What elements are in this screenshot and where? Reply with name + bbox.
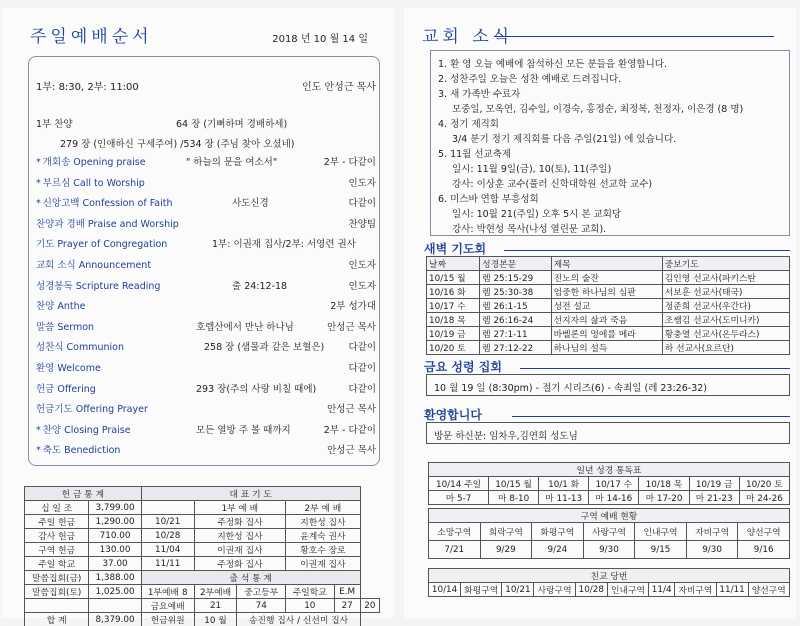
- bible-day: 10/1 화: [539, 477, 589, 491]
- bible-read: 마 11-13: [539, 491, 589, 505]
- bible-read: 마 8-10: [489, 491, 539, 505]
- order-item-name: [36, 381, 96, 395]
- attendance-col: 주일학교: [286, 585, 335, 599]
- order-item-leader: 찬양팀: [348, 218, 376, 230]
- offering-value: 710.00: [89, 529, 141, 543]
- offering-label: 주일 헌금: [25, 515, 89, 529]
- prayer-date: 11/11: [141, 557, 194, 571]
- bible-day: 10/17 수: [589, 477, 639, 491]
- dawn-cell: 선지자의 삶과 죽음: [551, 313, 662, 327]
- fellow-cell: 11/4: [649, 583, 675, 597]
- order-item-detail: 258 장 (샘물과 같은 보혈은): [204, 342, 325, 354]
- order-item-name: [36, 216, 179, 230]
- news-item: 모중일, 모옥연, 김수일, 이경숙, 홍정순, 최정복, 천정자, 이은경 (8 명): [452, 104, 744, 115]
- order-item-detail: 293 장(주의 사랑 비칠 때에): [196, 383, 317, 395]
- fellow-title: 친교 당번: [429, 569, 790, 583]
- dawn-cell: 렘 27:1-11: [480, 327, 551, 341]
- attendance-col: 중고등부: [237, 585, 286, 599]
- bible-read: 마 24-26: [739, 491, 789, 505]
- order-item-name: [36, 236, 167, 250]
- order-item: [36, 216, 376, 230]
- order-item: [36, 195, 376, 209]
- news-item: 4. 정기 제직회: [438, 119, 499, 130]
- dawn-cell: 엄중한 하나님의 심판: [551, 285, 662, 299]
- offering-value: 37.00: [89, 557, 141, 571]
- order-item-leader: 인도자: [348, 260, 376, 271]
- dawn-cell: 바벨론의 멍에를 메라: [551, 327, 662, 341]
- fellow-cell: 10/28: [575, 583, 607, 597]
- hymn-2: 279 장 (인애하신 구세주여) /534 장 (주님 찾아 오셨네): [60, 139, 295, 150]
- bible-day: 10/19 금: [689, 477, 739, 491]
- bible-read: 마 14-16: [589, 491, 639, 505]
- region-date: 9/16: [738, 541, 790, 559]
- bible-read: 마 5-7: [429, 491, 489, 505]
- hymn-1: 64 장 (기뻐하며 경배하세): [176, 119, 288, 130]
- order-item-leader: 2부 성가대: [330, 301, 376, 313]
- attendance-val: 74: [237, 599, 286, 613]
- news-item: 3/4 분기 정기 제직회를 다음 주일(21일) 에 있습니다.: [452, 134, 677, 145]
- news-item: 강사: 박현성 목사(나성 열린문 교회).: [452, 224, 607, 235]
- news-item: 일시: 10월 21(주일) 오후 5시 본 교회당: [452, 209, 622, 220]
- news-title: 교회 소식: [422, 27, 514, 47]
- order-item-label: 성찬식 Communion: [36, 342, 125, 354]
- prayer-name: 지한성 집사: [286, 515, 361, 529]
- dawn-col: 제목: [551, 257, 662, 271]
- dawn-cell: 10/18 목: [427, 313, 480, 327]
- fellow-cell: 11/11: [716, 583, 748, 597]
- attendance-row-label: 금요예배: [141, 599, 194, 613]
- order-item: [36, 257, 376, 271]
- offering-label: 감사 헌금: [25, 529, 89, 543]
- order-item-label: 찬양 Anthe: [36, 301, 86, 313]
- bible-day: 10/15 월: [489, 477, 539, 491]
- news-item: 3. 새 가족반 수료자: [438, 89, 521, 100]
- order-item-leader: 안성근 목사: [327, 404, 376, 416]
- order-item-label: 축도 Benediction: [42, 445, 121, 457]
- prayer-name: 이권재 집사: [286, 557, 361, 571]
- prayer-date: 10/21: [141, 515, 194, 529]
- dawn-col: 성경본문: [480, 257, 551, 271]
- news-item: 6. 미스바 연합 부흥성회: [438, 194, 539, 205]
- order-item-label: 부르심 Call to Worship: [42, 177, 145, 189]
- bible-day: 10/20 토: [739, 477, 789, 491]
- attendance-header: 출 석 통 계: [141, 571, 360, 585]
- asterisk-mark: *: [36, 198, 41, 210]
- order-item-detail: 사도신경: [232, 198, 269, 210]
- total-value: 8,379.00: [89, 613, 141, 626]
- hymn-row: [36, 116, 376, 130]
- offering-label: 십 일 조: [25, 501, 89, 515]
- order-item-leader: 안성근 목사: [327, 321, 376, 333]
- order-item: [36, 422, 376, 436]
- bible-reading-table: [428, 462, 790, 505]
- offering-value: 1,388.00: [89, 571, 141, 585]
- dawn-cell: 10/15 월: [427, 271, 480, 285]
- region-worship-table: [428, 508, 790, 559]
- prayer-date: 10/28: [141, 529, 194, 543]
- prayer-name: 주정화 집사: [194, 557, 285, 571]
- region-date: 9/15: [635, 541, 687, 559]
- total-label: 합 계: [25, 613, 89, 626]
- friday-text: 10 월 19 일 (8:30pm) - 절기 시리즈(6) - 속죄일 (레 23:26-32): [434, 383, 707, 394]
- dawn-cell: 서보훈 선교사(태국): [662, 285, 789, 299]
- order-item-detail: 출 24:12-18: [232, 280, 288, 292]
- order-item: [36, 298, 376, 312]
- title-rule: [494, 36, 774, 37]
- fellow-cell: 인내구역: [607, 583, 648, 597]
- order-item-label: 헌금기도 Offering Prayer: [36, 404, 148, 416]
- order-item-name: [36, 257, 151, 271]
- news-item: 2. 성찬주일 오늘은 성찬 예배로 드려집니다.: [438, 74, 622, 85]
- attendance-col: 2부예배: [194, 585, 237, 599]
- offering-value: 1,025.00: [89, 585, 141, 599]
- prayer-name: 황호수 장로: [286, 543, 361, 557]
- order-item-label: 헌금 Offering: [36, 383, 96, 395]
- attendance-col: 1부예배 8: [141, 585, 194, 599]
- order-item-name: [36, 319, 94, 333]
- order-item-detail: 호렙산에서 만난 하나님: [196, 321, 294, 333]
- order-item: [36, 360, 376, 374]
- prayer-name: 이권재 집사: [194, 543, 285, 557]
- offering-label: 말씀집회(토): [25, 585, 89, 599]
- dawn-cell: 하 선교사(요르단): [662, 341, 789, 355]
- region-date: 9/30: [686, 541, 738, 559]
- dawn-cell: 렘 25:30-38: [480, 285, 551, 299]
- order-item-leader: 인도자: [348, 177, 376, 189]
- attendance-val: 10: [286, 599, 335, 613]
- order-item: [36, 154, 376, 168]
- fellow-cell: 자비구역: [675, 583, 716, 597]
- fellow-cell: 화평구역: [461, 583, 502, 597]
- fellow-cell: 10/21: [502, 583, 534, 597]
- prayer-name: 주정화 집사: [194, 515, 285, 529]
- order-item-label: 찬양과 경배 Praise and Worship: [36, 218, 179, 230]
- order-item-leader: 다같이: [348, 363, 376, 374]
- dawn-cell: 렘 27:12-22: [480, 341, 551, 355]
- prayer-name: 윤계숙 권사: [286, 529, 361, 543]
- region-name: 소망구역: [429, 523, 481, 541]
- order-item: [36, 381, 376, 395]
- welcome-title: 환영합니다: [424, 408, 482, 422]
- offering-prayer-table: [24, 486, 380, 626]
- dawn-rule: [504, 250, 790, 251]
- order-item: [36, 339, 376, 353]
- dawn-cell: 렘 26:16-24: [480, 313, 551, 327]
- order-item-leader: 다같이: [348, 383, 376, 395]
- bible-title: 일년 성경 통독표: [429, 463, 790, 477]
- order-item-detail: 모든 열방 주 볼 때까지: [196, 424, 291, 436]
- dawn-cell: 10/17 수: [427, 299, 480, 313]
- region-name: 자비구역: [686, 523, 738, 541]
- order-item-name: [36, 360, 101, 374]
- region-date: 9/24: [532, 541, 584, 559]
- service-times: 1부: 8:30, 2부: 11:00: [36, 82, 139, 93]
- order-item-label: 환영 Welcome: [36, 363, 101, 374]
- usher-names: 송진행 집사 / 신선미 집사: [237, 613, 360, 626]
- usher-month: 10 월: [194, 613, 237, 626]
- news-item: 일시: 11월 9일(금), 10(토), 11(주일): [452, 164, 612, 175]
- prayer-col-1: 1부 예 배: [194, 501, 285, 515]
- order-item-name: [36, 339, 124, 353]
- dawn-cell: 정준희 선교사(우간다): [662, 299, 789, 313]
- order-item-label: 개회송 Opening praise: [42, 157, 146, 168]
- order-item-label: 교회 소식 Announcement: [36, 260, 152, 271]
- friday-rule: [520, 368, 790, 369]
- dawn-cell: 10/20 토: [427, 341, 480, 355]
- order-item-name: [36, 278, 160, 292]
- offering-value: 130.00: [89, 543, 141, 557]
- friday-title: 금요 성령 집회: [424, 360, 502, 374]
- dawn-cell: 조쌤김 선교사(도미니카): [662, 313, 789, 327]
- dawn-prayer-table: [426, 256, 790, 355]
- region-name: 양선구역: [738, 523, 790, 541]
- order-item-label: 말씀 Sermon: [36, 321, 95, 333]
- region-name: 인내구역: [635, 523, 687, 541]
- usher-label: 헌금위원: [141, 613, 194, 626]
- region-name: 희락구역: [480, 523, 532, 541]
- order-item-name: [36, 442, 120, 456]
- asterisk-mark: *: [36, 424, 41, 436]
- fellow-cell: 10/14: [429, 583, 461, 597]
- asterisk-mark: *: [36, 177, 41, 189]
- welcome-rule: [512, 416, 790, 417]
- dawn-cell: 성전 설교: [551, 299, 662, 313]
- attendance-val: 27: [334, 599, 360, 613]
- order-item-label: 성경봉독 Scripture Reading: [36, 280, 161, 292]
- order-item: [36, 319, 376, 333]
- region-name: 화평구역: [532, 523, 584, 541]
- dawn-cell: 렘 25:15-29: [480, 271, 551, 285]
- service-times-row: [36, 78, 376, 93]
- bible-read: 마 21-23: [689, 491, 739, 505]
- order-item-name: [36, 154, 146, 168]
- offering-label: 말씀집회(금): [25, 571, 89, 585]
- asterisk-mark: *: [36, 445, 41, 457]
- order-item-leader: 다같이: [348, 342, 376, 354]
- order-item-leader: 2부 - 다같이: [323, 424, 376, 436]
- dawn-cell: 황충열 선교사(온두라스): [662, 327, 789, 341]
- region-title: 구역 예배 현황: [429, 509, 790, 523]
- order-item-detail: " 하늘의 문을 여소서": [186, 157, 278, 168]
- order-item-leader: 다같이: [348, 198, 376, 210]
- fellow-cell: 사랑구역: [534, 583, 575, 597]
- order-item-label: 찬양 Closing Praise: [42, 424, 131, 436]
- welcome-text: 방문 하신분: 임차우,김연희 성도님: [434, 431, 578, 442]
- order-item-name: [36, 422, 131, 436]
- order-item-name: [36, 298, 85, 312]
- prayer-header: 대 표 기 도: [141, 487, 360, 501]
- prayer-name: 지한성 집사: [194, 529, 285, 543]
- dawn-col: 날짜: [427, 257, 480, 271]
- news-item: 5. 11월 선교축제: [438, 149, 512, 160]
- order-item: [36, 175, 376, 189]
- region-date: 9/30: [583, 541, 635, 559]
- attendance-val: 20: [360, 599, 379, 613]
- order-item-label: 신앙고백 Confession of Faith: [42, 198, 173, 210]
- order-item: [36, 278, 376, 292]
- attendance-val: 8: [181, 588, 188, 598]
- attendance-col: E.M: [334, 585, 360, 599]
- bible-day: 10/14 주일: [429, 477, 489, 491]
- order-item-leader: 인도자: [348, 280, 376, 292]
- offering-header: 헌 금 통 계: [25, 487, 142, 501]
- offering-label: 구역 헌금: [25, 543, 89, 557]
- order-item: [36, 236, 376, 250]
- news-item: 1. 환 영 오늘 예배에 참석하신 모든 분들을 환영합니다.: [438, 59, 667, 70]
- prayer-col-2: 2부 예 배: [286, 501, 361, 515]
- bulletin-date: 2018 년 10 월 14 일: [272, 34, 368, 45]
- bible-day: 10/18 목: [639, 477, 689, 491]
- offering-value: 3,799.00: [89, 501, 141, 515]
- order-item-name: [36, 401, 148, 415]
- offering-value: 1,290.00: [89, 515, 141, 529]
- order-item-label: 기도 Prayer of Congregation: [36, 239, 168, 251]
- order-item-leader: 2부 - 다같이: [323, 157, 376, 168]
- dawn-col: 중보기도: [662, 257, 789, 271]
- region-date: 9/29: [480, 541, 532, 559]
- dawn-cell: 10/19 금: [427, 327, 480, 341]
- order-item-name: [36, 195, 173, 209]
- dawn-cell: 렘 26:1-15: [480, 299, 551, 313]
- order-item: [36, 401, 376, 415]
- worship-order-title: 주일예배순서: [30, 27, 153, 47]
- dawn-cell: 진노의 술잔: [551, 271, 662, 285]
- bible-read: 마 17-20: [639, 491, 689, 505]
- fellowship-duty-table: [428, 568, 790, 597]
- order-item-detail: 1부: 이권재 집사/2부: 서영련 권사: [212, 239, 356, 251]
- attendance-val: 21: [194, 599, 237, 613]
- hymn-label: 1부 찬양: [36, 119, 73, 130]
- region-date: 7/21: [429, 541, 481, 559]
- region-name: 사랑구역: [583, 523, 635, 541]
- order-item: [36, 442, 376, 456]
- dawn-cell: 하나님의 설득: [551, 341, 662, 355]
- offering-label: 주일 학교: [25, 557, 89, 571]
- news-item: 강사: 이상훈 교수(풀러 신학대학원 선교학 교수): [452, 179, 653, 190]
- dawn-cell: 10/16 화: [427, 285, 480, 299]
- asterisk-mark: *: [36, 157, 41, 168]
- left-page: [2, 8, 394, 626]
- prayer-date: 11/04: [141, 543, 194, 557]
- order-item-name: [36, 175, 145, 189]
- dawn-prayer-title: 새벽 기도회: [424, 242, 487, 256]
- right-page: [404, 8, 796, 618]
- service-leader: 인도 안성근 목사: [302, 82, 376, 93]
- order-item-leader: 안성근 목사: [327, 445, 376, 457]
- dawn-cell: 김인영 선교사(파키스탄: [662, 271, 789, 285]
- fellow-cell: 양선구역: [748, 583, 789, 597]
